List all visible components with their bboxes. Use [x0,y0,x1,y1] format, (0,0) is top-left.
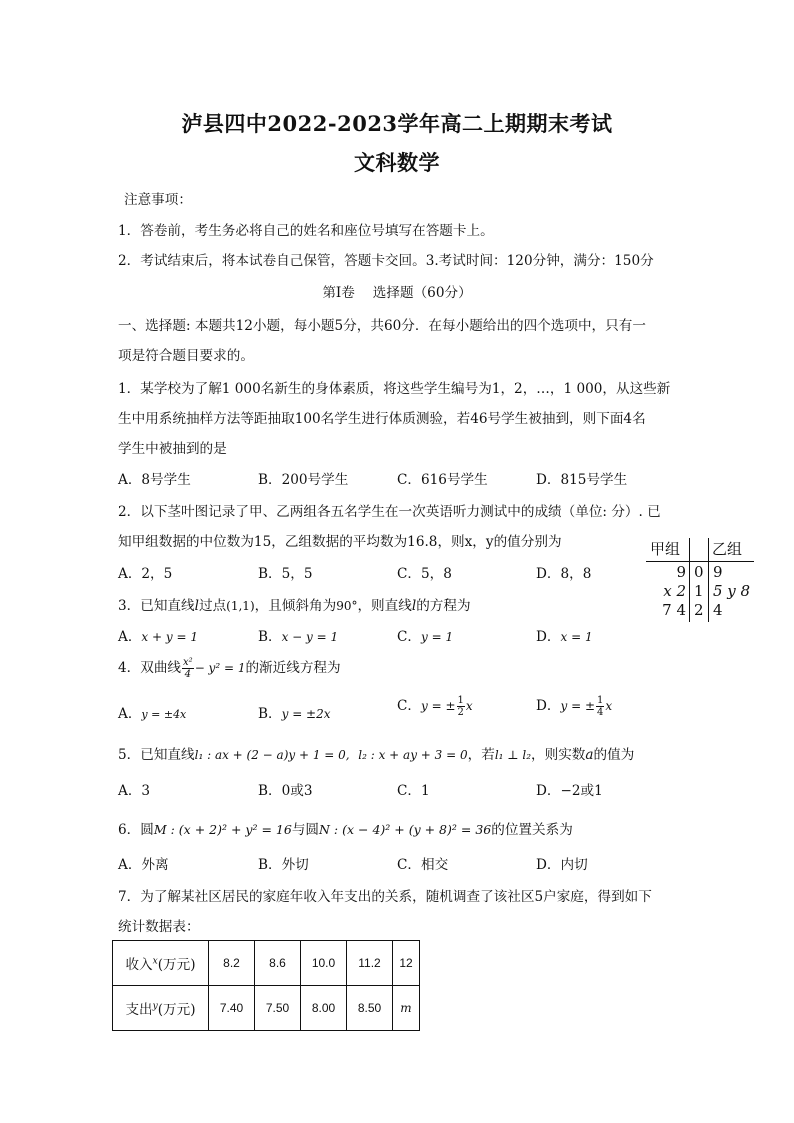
income-var: x [152,956,158,967]
q3-option-c-eq: y = 1 [421,630,454,644]
expense-label-pre: 支出 [125,1002,153,1018]
q3-stem [118,594,471,614]
q5-prefix: 5．已知直线 [118,747,195,763]
income-expense-table [112,940,420,1031]
q5-perp: l₁ ⊥ l₂ [494,748,532,762]
exam-title: 泸县四中2022-2023学年高二上期期末考试 [181,111,613,136]
income-label-pre: 收入 [125,957,153,973]
q3-option-b-letter: B． [258,629,282,645]
stem-leaf-row-3-left: 7 4 [662,601,686,619]
q3-point: (1,1) [226,599,255,613]
table-cell: 8.50 [347,986,393,1031]
q6-stem [118,818,573,838]
table-cell: 8.2 [209,941,255,986]
notice-item-2: 2．考试结束后，将本试卷自己保管，答题卡交回。3.考试时间：120分钟，满分：150分 [118,253,654,269]
q2-option-a: A．2，5 [118,566,173,582]
q6-prefix: 6．圆 [118,822,154,838]
section-intro-line-2: 项是符合题目要求的。 [118,348,254,364]
q3-mid-2: ，且倾斜角为 [254,598,337,614]
stem-leaf-row-2-right: 5 y 8 [713,582,751,600]
table-cell: 8.6 [255,941,301,986]
q6-option-d: D．内切 [536,857,588,873]
q5-suffix: ，则实数 [531,747,586,763]
stem-leaf-row-2-stem: 1 [694,582,704,600]
q6-circle-m: M : (x + 2)² + y² = 16 [153,822,292,837]
q4-option-c-frac [457,695,465,718]
q3-option-d-letter: D． [536,629,561,645]
table-cell: 12 [393,941,420,986]
notice-item-1: 1．答卷前，考生务必将自己的姓名和座位号填写在答题卡上。 [118,223,494,239]
q3-option-b-eq: x − y = 1 [281,630,339,644]
q4-option-a-letter: A． [118,706,142,722]
q2-line-1: 2．以下茎叶图记录了甲、乙两组各五名学生在一次英语听力测试中的成绩（单位: 分）. 已 [118,504,661,520]
section-title: 第I卷 选择题（60分） [322,285,472,301]
expense-label-post: (万元) [157,1002,196,1018]
q4-fraction [182,657,194,680]
q6-option-b: B．外切 [258,857,309,873]
expense-var: y [152,1001,158,1012]
q1-option-b: B．200号学生 [258,472,349,488]
q4-option-d-pre: y = ± [560,699,596,713]
q5-option-b: B．0或3 [258,783,313,799]
q1-option-d: D．815号学生 [536,472,628,488]
q5-line-l1: l₁ : ax + (2 − a)y + 1 = 0, [194,748,350,762]
table-cell: 7.40 [209,986,255,1031]
q7-line-2: 统计数据表： [118,919,200,935]
q4-frac-den: 4 [184,669,192,680]
table-cell: m [393,986,420,1031]
stem-leaf-left-rule [689,538,690,622]
stem-leaf-right-header: 乙组 [712,540,743,558]
q3-option-d-eq: x = 1 [560,630,593,644]
table-cell: 7.50 [255,986,301,1031]
q4-option-c [397,694,473,718]
table-row-income-label [113,941,209,986]
q3-var-l-2: l [411,598,417,614]
q3-option-a-eq: x + y = 1 [141,630,198,644]
q4-option-c-num: 1 [457,695,464,706]
q1-line-2: 生中用系统抽样方法等距抽取100名学生进行体质测验，若46号学生被抽到，则下面4名 [118,411,646,427]
q4-option-d-post: x [605,699,613,713]
stem-leaf-left-header: 甲组 [650,540,681,558]
q7-line-1: 7．为了解某社区居民的家庭年收入年支出的关系，随机调查了该社区5户家庭，得到如下 [118,889,652,905]
q1-line-1: 1．某学校为了解1 000名新生的身体素质，将这些学生编号为1，2，…，1 000，从这些新 [118,381,671,397]
q4-suffix: 的渐近线方程为 [245,660,341,676]
exam-subtitle: 文科数学 [354,150,440,175]
q3-angle: 90° [336,599,358,613]
notice-heading: 注意事项： [124,192,192,208]
q5-stem [118,743,634,763]
q4-stem [118,656,341,680]
stem-leaf-header-rule [646,561,754,562]
income-label-post: (万元) [157,957,196,973]
q4-option-d-den: 4 [597,707,604,718]
q3-mid-1: 过点 [198,598,227,614]
q2-option-c: C．5，8 [397,566,452,582]
q2-option-d: D．8，8 [536,566,592,582]
q4-option-c-letter: C． [397,698,421,714]
q3-var-l: l [194,598,199,614]
q1-option-a: A．8号学生 [118,472,191,488]
q6-option-c: C．相交 [397,857,449,873]
q1-line-3: 学生中被抽到的是 [118,441,227,457]
q4-option-d-num: 1 [597,695,604,706]
q4-eq-tail: − y² = 1 [194,661,246,675]
q5-end: 的值为 [593,747,635,763]
stem-leaf-row-1-right: 9 [713,563,723,581]
table-row-expense-label [113,986,209,1031]
stem-leaf-right-rule [708,538,709,622]
table-cell: 10.0 [301,941,347,986]
q6-suffix: 的位置关系为 [491,822,573,838]
q5-mid: ，若 [467,747,495,763]
table-cell: 11.2 [347,941,393,986]
q4-option-a [118,702,186,722]
q4-option-c-pre: y = ± [421,699,456,713]
q3-option-c [397,625,453,645]
q4-option-c-den: 2 [457,707,464,718]
q3-mid-3: ，则直线 [357,598,412,614]
stem-leaf-row-3-right: 4 [713,601,723,619]
q5-option-c: C．1 [397,783,430,799]
q4-prefix: 4．双曲线 [118,660,182,676]
q4-option-b [258,702,331,722]
table-cell: 8.00 [301,986,347,1031]
section-intro-line-1: 一、选择题: 本题共12小题，每小题5分，共60分．在每小题给出的四个选项中，只有一 [118,318,646,334]
q3-option-c-letter: C． [397,629,421,645]
stem-leaf-row-3-stem: 2 [694,601,704,619]
q6-mid: 与圆 [291,822,319,838]
q3-option-a-letter: A． [118,629,142,645]
q4-option-d [536,694,612,718]
q1-option-c: C．616号学生 [397,472,488,488]
q4-option-b-eq: y = ±2x [281,707,331,721]
q3-prefix: 3．已知直线 [118,598,195,614]
table-row-income [113,941,420,986]
q5-var-a: a [585,747,594,763]
q4-option-a-eq: y = ±4x [141,708,187,721]
q3-suffix: 的方程为 [416,598,471,614]
q5-line-l2: l₂ : x + ay + 3 = 0 [358,748,468,762]
q4-option-d-frac [596,695,604,718]
q2-line-2: 知甲组数据的中位数为15，乙组数据的平均数为16.8，则x，y的值分别为 [118,534,562,550]
stem-leaf-row-1-left: 9 [676,563,686,581]
q4-option-b-letter: B． [258,706,282,722]
q6-option-a: A．外离 [118,857,169,873]
q3-option-b [258,625,338,645]
q5-option-a: A．3 [118,783,151,799]
q3-option-a [118,625,198,645]
q4-option-c-post: x [465,699,473,713]
q4-option-d-letter: D． [536,698,561,714]
q2-option-b: B．5，5 [258,566,313,582]
table-row-expense [113,986,420,1031]
q6-circle-n: N : (x − 4)² + (y + 8)² = 36 [319,822,492,837]
q4-frac-num: x² [183,657,193,668]
q3-option-d [536,625,593,645]
q5-option-d: D．−2或1 [536,783,603,799]
stem-leaf-row-1-stem: 0 [694,563,704,581]
stem-leaf-row-2-left: x 2 [663,582,686,600]
